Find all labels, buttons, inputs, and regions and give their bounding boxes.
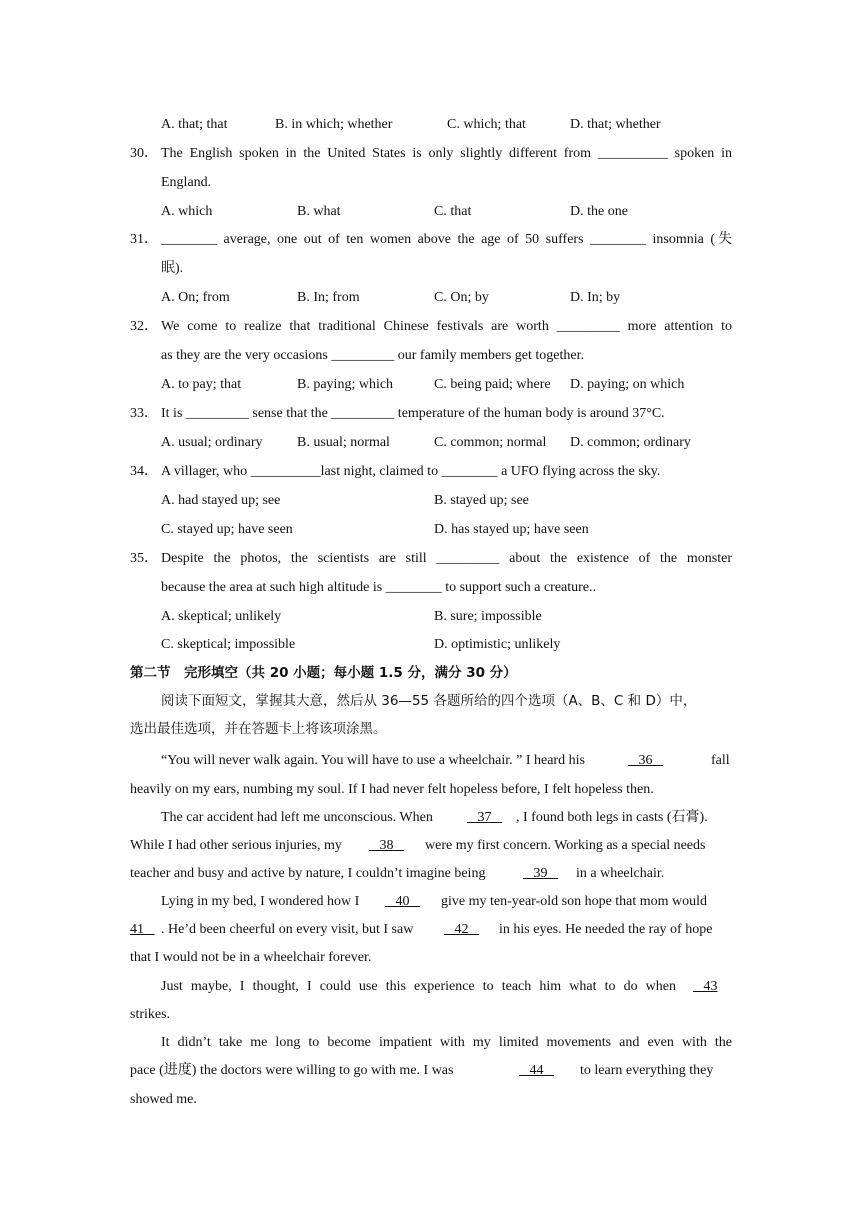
option-d: D. In; by <box>570 290 621 305</box>
passage-text: Lying in my bed, I wondered how I <box>161 894 360 909</box>
question-number: 32． <box>130 319 158 334</box>
option-a: A. usual; ordinary <box>161 435 263 450</box>
passage-text: Just maybe, I thought, I could use this experience to teach him what to do when <box>161 979 676 994</box>
passage-text: give my ten-year-old son hope that mom would <box>441 894 708 909</box>
question-text-cont: as they are the very occasions _________ our family members get together. <box>161 348 584 363</box>
section-instructions-cont: 选出最佳选项，并在答题卡上将该项涂黑。 <box>130 721 387 737</box>
question-number: 33． <box>130 406 158 421</box>
option-b: B. stayed up; see <box>434 493 529 508</box>
blank-37[interactable] <box>467 808 502 828</box>
passage-text: that I would not be in a wheelchair forever. <box>130 950 372 965</box>
option-d: D. common; ordinary <box>570 435 691 450</box>
option-b: B. usual; normal <box>297 435 390 450</box>
blank-36[interactable] <box>628 751 663 771</box>
option-b: B. what <box>297 204 341 219</box>
question-text: It is _________ sense that the _________ temperature of the human body is around 37°C. <box>161 406 665 421</box>
option-b: B. sure; impossible <box>434 609 542 624</box>
option-a: A. skeptical; unlikely <box>161 609 282 624</box>
passage-text: It didn’t take me long to become impatient with my limited movements and even with the <box>161 1035 732 1050</box>
passage-text: heavily on my ears, numbing my soul. If I had never felt hopeless before, I felt hopeless then. <box>130 782 654 797</box>
blank-number: 38 <box>379 838 394 853</box>
section-heading: 第二节 完形填空（共 20 小题；每小题 1.5 分，满分 30 分） <box>130 665 517 681</box>
passage-text: strikes. <box>130 1007 171 1022</box>
passage-text: fall <box>711 753 730 768</box>
passage-text: . He’d been cheerful on every visit, but I saw <box>161 922 414 937</box>
question-text: Despite the photos, the scientists are still _________ about the existence of the monster <box>161 551 732 566</box>
question-text-cont: because the area at such high altitude is ________ to support such a creature.. <box>161 580 597 595</box>
question-number: 34． <box>130 464 158 479</box>
blank-number: 39 <box>533 866 548 881</box>
blank-44[interactable] <box>519 1061 554 1081</box>
blank-43[interactable] <box>693 977 718 997</box>
question-number: 30． <box>130 146 158 161</box>
blank-40[interactable] <box>385 892 420 912</box>
option-c: C. skeptical; impossible <box>161 637 296 652</box>
option-d: D. optimistic; unlikely <box>434 637 561 652</box>
option-b: B. paying; which <box>297 377 394 392</box>
passage-text: in a wheelchair. <box>576 866 665 881</box>
question-text: We come to realize that traditional Chinese festivals are worth _________ more attention to <box>161 319 732 334</box>
blank-number: 42 <box>454 922 469 937</box>
option-d: D. the one <box>570 204 628 219</box>
option-a: A. to pay; that <box>161 377 242 392</box>
option-d: D. paying; on which <box>570 377 685 392</box>
passage-text: , I found both legs in casts (石膏). <box>516 810 708 825</box>
blank-number: 41 <box>130 922 144 937</box>
question-number: 35． <box>130 551 158 566</box>
blank-39[interactable] <box>523 864 558 884</box>
option-c: C. being paid; where <box>434 377 551 392</box>
blank-number: 37 <box>477 810 492 825</box>
question-text: A villager, who __________last night, claimed to ________ a UFO flying across the sky. <box>161 464 661 479</box>
passage-text: in his eyes. He needed the ray of hope <box>499 922 713 937</box>
option-a: A. On; from <box>161 290 230 305</box>
option-c: C. common; normal <box>434 435 547 450</box>
option-a: A. had stayed up; see <box>161 493 281 508</box>
question-number: 31． <box>130 232 158 247</box>
blank-38[interactable] <box>369 836 404 856</box>
blank-number: 44 <box>529 1063 544 1078</box>
passage-text: showed me. <box>130 1092 197 1107</box>
blank-number: 36 <box>638 753 653 768</box>
blank-number: 43 <box>703 979 718 994</box>
passage-text: to learn everything they <box>580 1063 714 1078</box>
passage-text: While I had other serious injuries, my <box>130 838 342 853</box>
section-instructions: 阅读下面短文，掌握其大意，然后从 36—55 各题所给的四个选项（A、B、C 和 D）中， <box>161 693 697 709</box>
question-text-cont: 眠). <box>161 261 184 276</box>
option-c: C. which; that <box>447 117 526 132</box>
option-b: B. In; from <box>297 290 360 305</box>
option-a: A. which <box>161 204 213 219</box>
option-d: D. that; whether <box>570 117 661 132</box>
passage-text: were my first concern. Working as a special needs <box>425 838 706 853</box>
option-b: B. in which; whether <box>275 117 393 132</box>
question-text: The English spoken in the United States is only slightly different from __________ spoken in <box>161 146 732 161</box>
blank-41[interactable] <box>130 920 155 940</box>
passage-text: pace (进度) the doctors were willing to go with me. I was <box>130 1063 454 1078</box>
blank-number: 40 <box>395 894 410 909</box>
blank-42[interactable] <box>444 920 479 940</box>
option-c: C. stayed up; have seen <box>161 522 293 537</box>
option-a: A. that; that <box>161 117 228 132</box>
question-text-cont: England. <box>161 175 212 190</box>
option-d: D. has stayed up; have seen <box>434 522 589 537</box>
passage-text: teacher and busy and active by nature, I couldn’t imagine being <box>130 866 486 881</box>
passage-text: “You will never walk again. You will have to use a wheelchair. ” I heard his <box>161 753 585 768</box>
passage-text: The car accident had left me unconscious. When <box>161 810 433 825</box>
question-text: ________ average, one out of ten women above the age of 50 suffers ________ insomnia (失 <box>161 232 732 247</box>
option-c: C. On; by <box>434 290 489 305</box>
option-c: C. that <box>434 204 472 219</box>
